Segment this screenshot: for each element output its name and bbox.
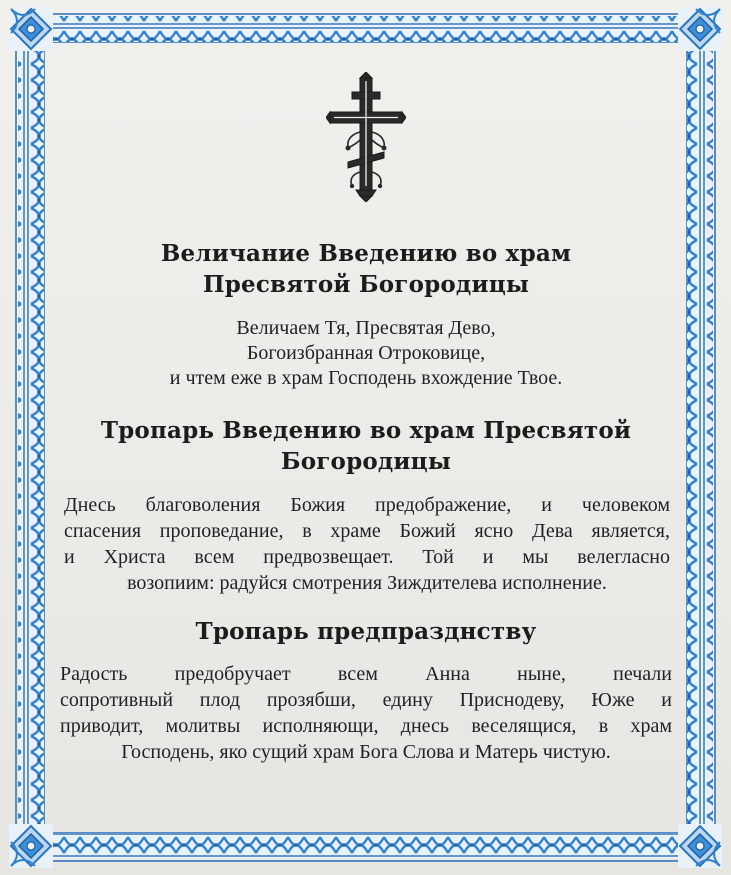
section-text-tropar-vvedeniyu	[64, 492, 670, 596]
text-line: и Христа всем предвозвещает. Той и мы велегласно	[64, 546, 670, 568]
section-title-velichanie	[60, 238, 672, 300]
text-line: приводит, молитвы исполняющи, днесь веселящися, в храм	[60, 715, 672, 737]
text-line: Величаем Тя, Пресвятая Дево,	[236, 317, 496, 339]
text-line: Днесь благоволения Божия предображение, и человеком	[64, 494, 670, 516]
title-line: Тропарь предпразднству	[195, 618, 537, 645]
title-line: Величание Введению во храм	[160, 240, 572, 267]
section-text-velichanie	[60, 316, 672, 391]
title-line: Богородицы	[280, 448, 452, 475]
section-title-tropar-vvedeniyu	[60, 415, 672, 477]
title-line: Тропарь Введению во храм Пресвятой	[100, 417, 632, 444]
section-title-tropar-predprazdnstvu	[60, 616, 672, 647]
title-line: Пресвятой Богородицы	[202, 271, 530, 298]
text-line: возопиим: радуйся смотрения Зиждителева исполнение.	[127, 572, 607, 594]
orthodox-cross-icon	[326, 72, 406, 202]
text-line: и чтем еже в храм Господень вхождение Твое.	[169, 367, 563, 389]
text-line: сопротивный плод прозябши, едину Приснодеву, Юже и	[60, 689, 672, 711]
text-line: Господень, яко сущий храм Бога Слова и Матерь чистую.	[121, 741, 611, 763]
document-content	[60, 60, 672, 820]
text-line: Радость предобручает всем Анна ныне, печали	[60, 663, 672, 685]
section-text-tropar-predprazdnstvu	[60, 661, 672, 765]
text-line: Богоизбранная Отроковице,	[246, 342, 486, 364]
text-line: спасения проповедание, в храме Божий ясно Дева является,	[64, 520, 670, 542]
